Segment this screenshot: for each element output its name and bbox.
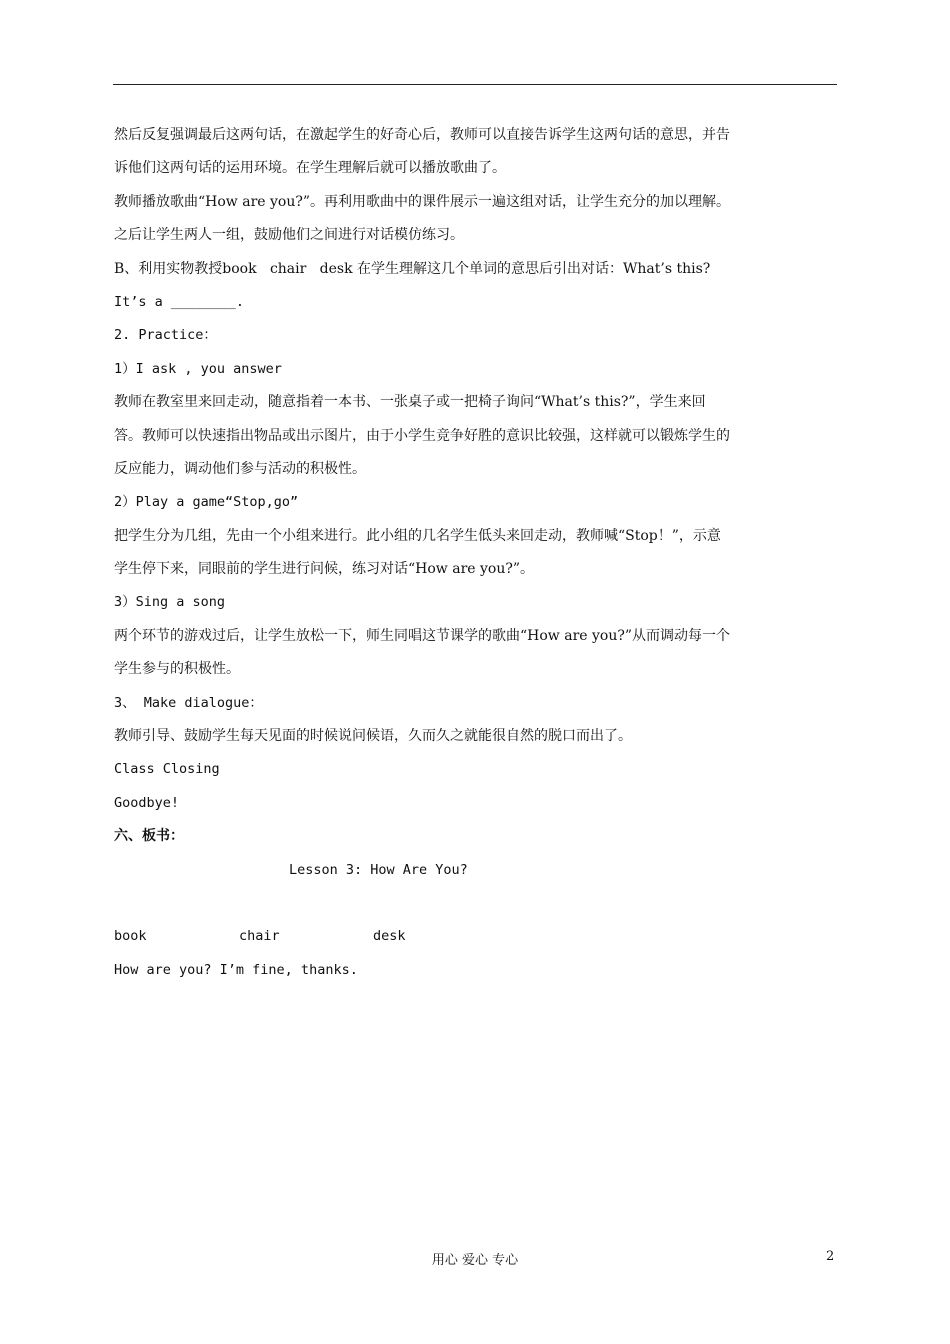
paragraph-line: It’s a ________. <box>114 293 245 310</box>
subsection-heading: 2）Play a game“Stop,go” <box>114 494 299 511</box>
paragraph-line: 教师在教室里来回走动，随意指着一本书、一张桌子或一把椅子询问“What’s this?”，学生来回 <box>114 394 706 411</box>
subsection-heading: 3）Sing a song <box>114 594 226 611</box>
blank-line <box>114 887 838 920</box>
paragraph-line: 把学生分为几组，先由一个小组来进行。此小组的几名学生低头来回走动，教师喊“Stop！”，示意 <box>114 527 721 544</box>
header-rule <box>113 84 837 85</box>
document-body <box>114 119 838 987</box>
section-heading-practice: 2. Practice： <box>114 327 217 344</box>
board-word: chair <box>239 928 280 945</box>
paragraph-line: Goodbye! <box>114 794 180 811</box>
paragraph-line: 学生停下来，同眼前的学生进行问候，练习对话“How are you?”。 <box>114 561 535 578</box>
footer-motto: 用心 爱心 专心 <box>431 1253 519 1268</box>
board-sentence: How are you? I’m fine, thanks. <box>114 961 358 978</box>
paragraph-line: 反应能力，调动他们参与活动的积极性。 <box>114 460 366 477</box>
paragraph-line: 两个环节的游戏过后，让学生放松一下，师生同唱这节课学的歌曲“How are you?”从而调动每一个 <box>114 627 731 644</box>
board-words <box>114 920 838 953</box>
board-title: Lesson 3: How Are You? <box>289 861 468 878</box>
paragraph-line: 诉他们这两句话的运用环境。在学生理解后就可以播放歌曲了。 <box>114 160 506 177</box>
subsection-heading: 1）I ask , you answer <box>114 360 282 377</box>
paragraph-line: Class Closing <box>114 761 220 778</box>
paragraph-line: 教师引导、鼓励学生每天见面的时候说问候语，久而久之就能很自然的脱口而出了。 <box>114 728 632 745</box>
board-word: desk <box>373 928 406 945</box>
page-number: 2 <box>826 1249 835 1264</box>
paragraph-line: B、利用实物教授book chair desk 在学生理解这几个单词的意思后引出对话：What’s this? <box>114 260 711 277</box>
paragraph-line: 学生参与的积极性。 <box>114 661 240 678</box>
paragraph-line: 然后反复强调最后这两句话，在激起学生的好奇心后，教师可以直接告诉学生这两句话的意思，并告 <box>114 127 730 143</box>
paragraph-line: 答。教师可以快速指出物品或出示图片，由于小学生竞争好胜的意识比较强，这样就可以锻炼学生的 <box>114 427 730 444</box>
paragraph-line: 之后让学生两人一组，鼓励他们之间进行对话模仿练习。 <box>114 227 464 244</box>
board-word: book <box>114 928 147 945</box>
board-heading: 六、板书： <box>114 828 184 845</box>
paragraph-line: 教师播放歌曲“How are you?”。再利用歌曲中的课件展示一遍这组对话，让学生充分的加以理解。 <box>114 193 731 210</box>
section-heading-dialogue: 3、 Make dialogue： <box>114 694 263 711</box>
